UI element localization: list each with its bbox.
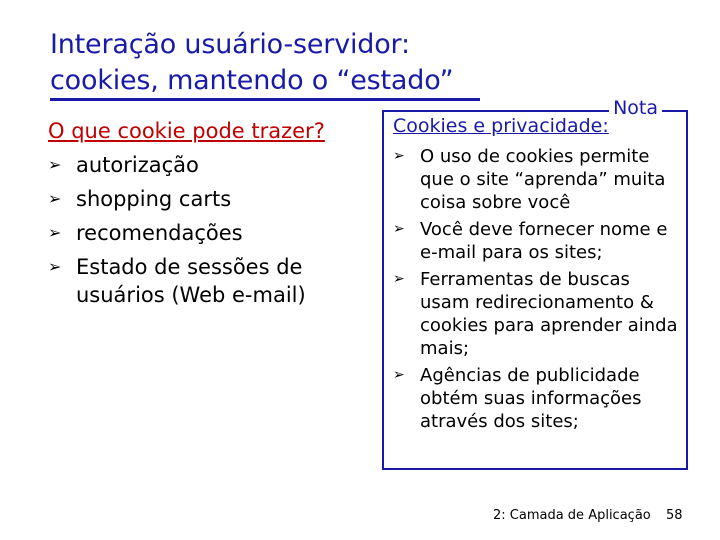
arrowhead-bullet-icon: ➢ xyxy=(48,223,62,242)
benefits-list xyxy=(48,151,368,309)
list-item xyxy=(393,218,683,264)
title-underline xyxy=(50,98,480,101)
list-item-text: autorização xyxy=(76,153,199,177)
note-heading: Cookies e privacidade: xyxy=(393,115,609,137)
arrowhead-bullet-icon: ➢ xyxy=(393,148,405,164)
list-item xyxy=(393,145,683,214)
note-label: Nota xyxy=(609,96,662,120)
list-item-text: Agências de publicidade obtém suas informações através dos sites; xyxy=(420,365,642,432)
page-number: 58 xyxy=(666,508,683,523)
arrowhead-bullet-icon: ➢ xyxy=(48,257,62,276)
arrowhead-bullet-icon: ➢ xyxy=(48,155,62,174)
title-line-1: Interação usuário-servidor: xyxy=(50,29,410,60)
arrowhead-bullet-icon: ➢ xyxy=(393,271,405,287)
list-item xyxy=(48,219,368,247)
question-heading: O que cookie pode trazer? xyxy=(48,119,325,143)
list-item xyxy=(393,364,683,433)
slide-title xyxy=(50,27,453,99)
note-list xyxy=(393,145,683,437)
list-item-text: recomendações xyxy=(76,221,243,245)
arrowhead-bullet-icon: ➢ xyxy=(393,367,405,383)
list-item-text: O uso de cookies permite que o site “aprenda” muita coisa sobre você xyxy=(420,146,666,213)
list-item xyxy=(48,253,368,309)
arrowhead-bullet-icon: ➢ xyxy=(393,221,405,237)
list-item-text: shopping carts xyxy=(76,187,232,211)
footer-chapter: 2: Camada de Aplicação xyxy=(493,508,651,523)
title-line-2: cookies, mantendo o “estado” xyxy=(50,65,454,96)
list-item-text: Estado de sessões de usuários (Web e-mail) xyxy=(76,255,306,307)
list-item-text: Você deve fornecer nome e e-mail para os sites; xyxy=(420,219,668,263)
list-item xyxy=(48,185,368,213)
list-item xyxy=(393,268,683,360)
left-column xyxy=(48,117,368,315)
arrowhead-bullet-icon: ➢ xyxy=(48,189,62,208)
list-item-text: Ferramentas de buscas usam redirecionamento & cookies para aprender ainda mais; xyxy=(420,269,678,359)
list-item xyxy=(48,151,368,179)
